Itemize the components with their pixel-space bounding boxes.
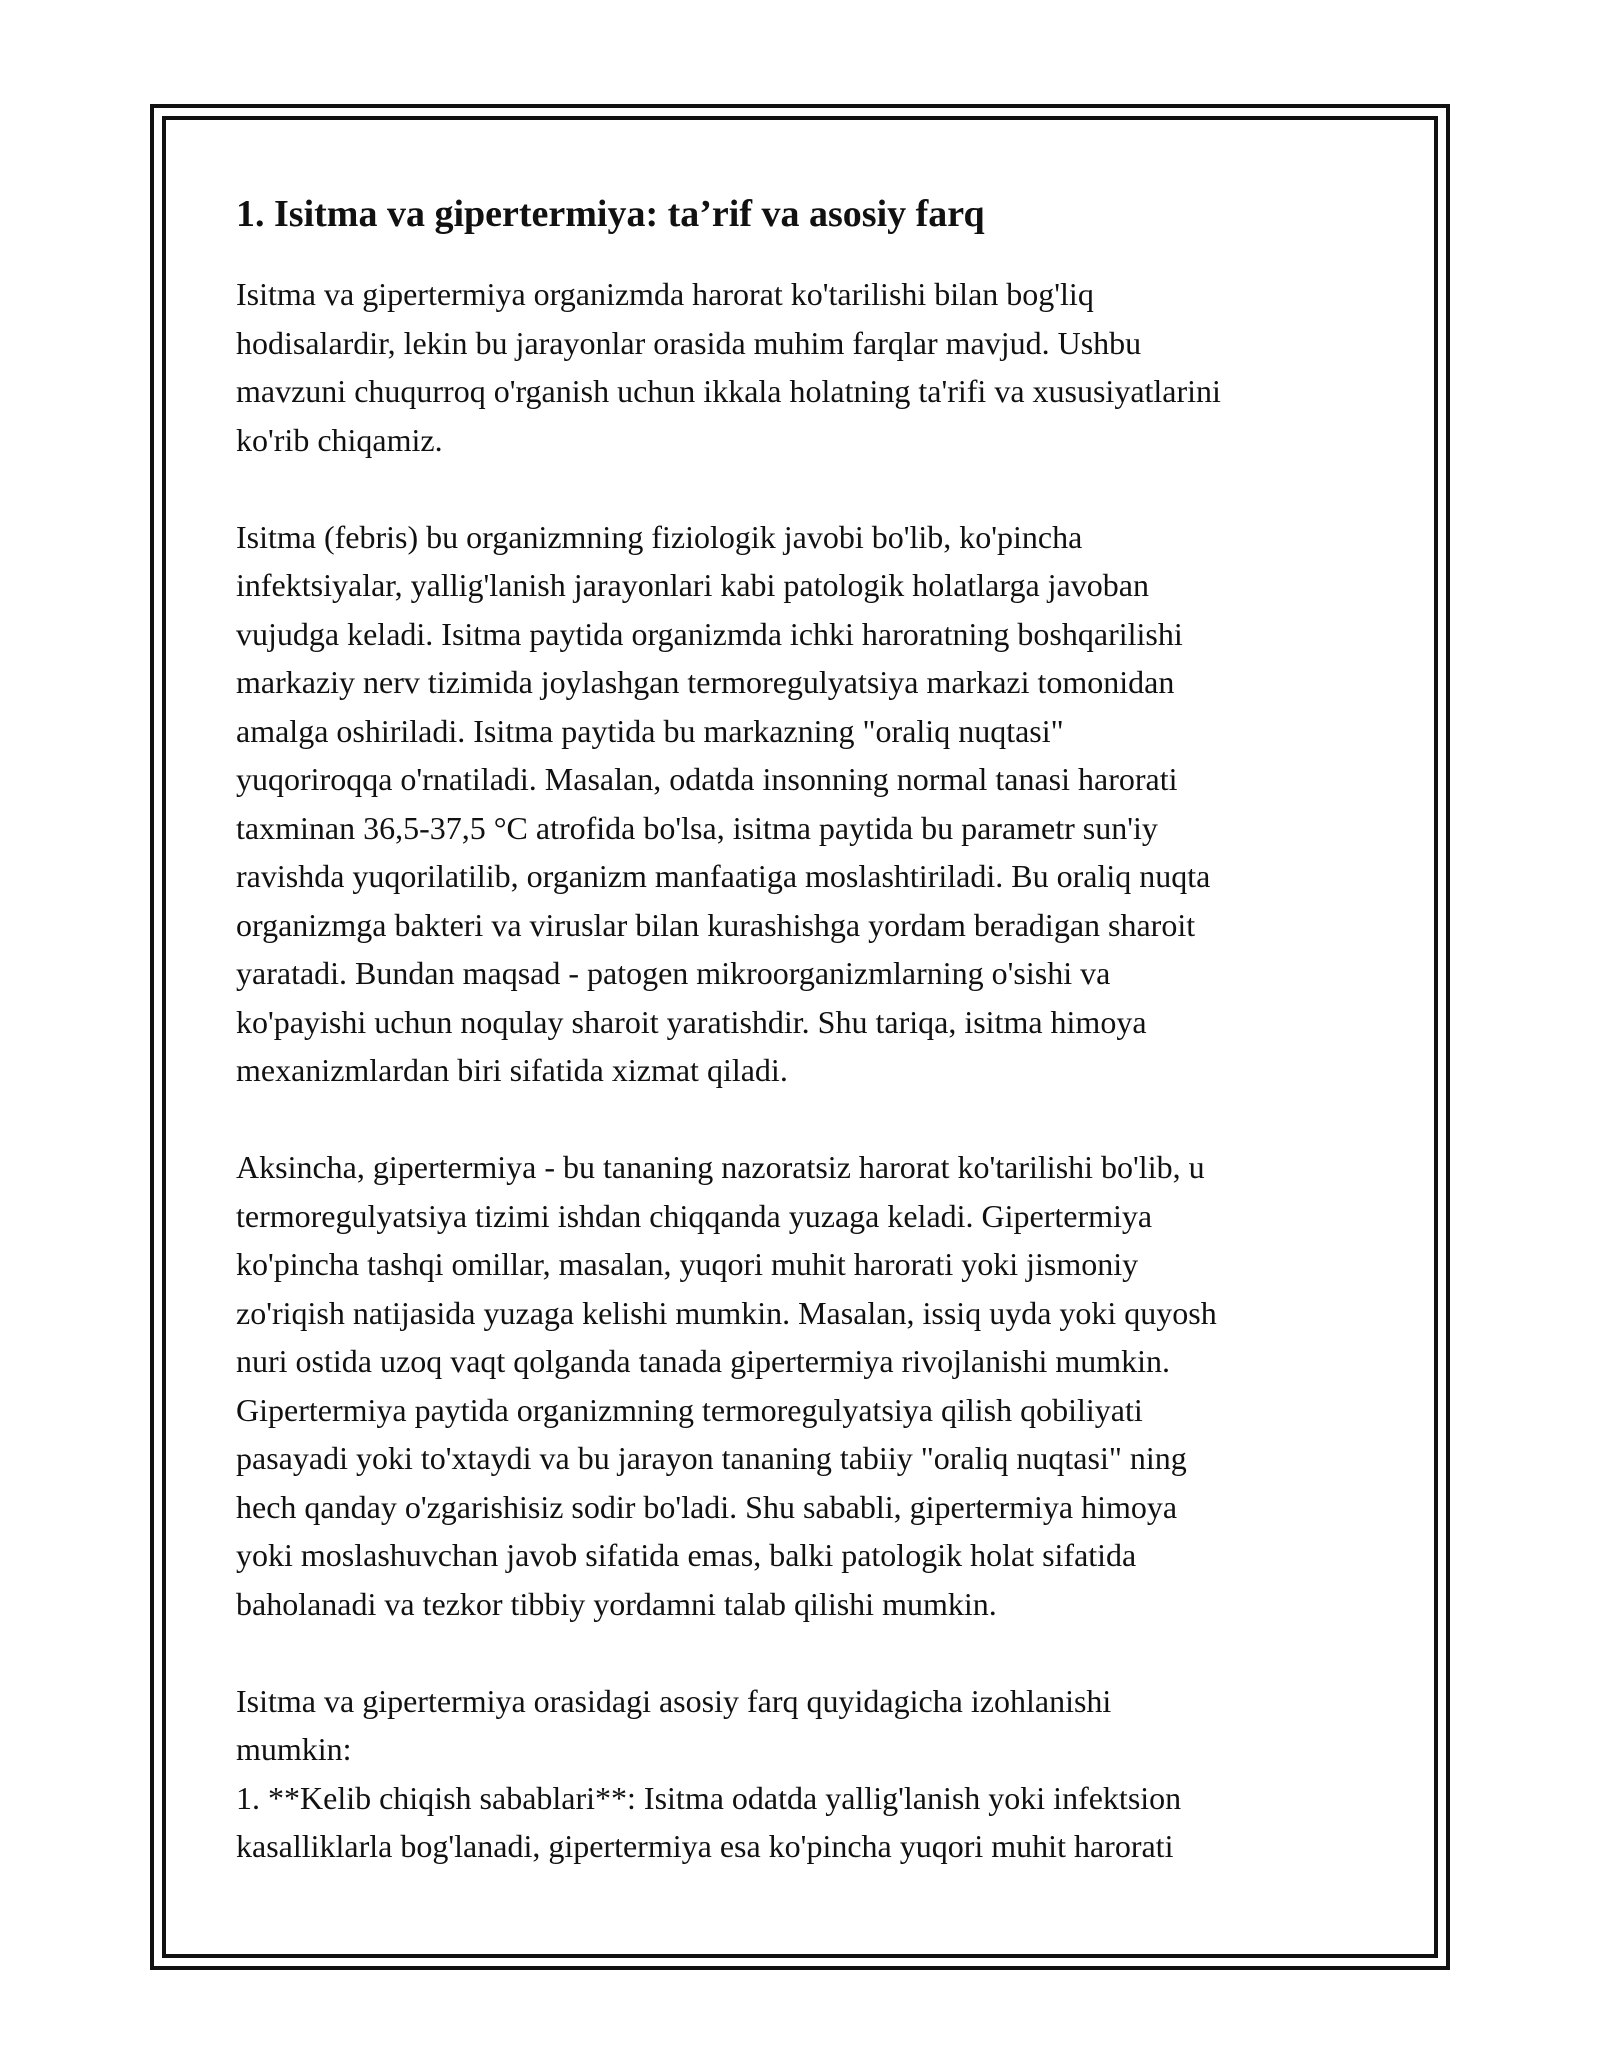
paragraph-intro: Isitma va gipertermiya organizmda harorat ko'tarilishi bilan bog'liq hodisalardir, lekin bu jarayonlar orasida muhim farqlar mavjud. Ushbu mavzuni chuqurroq o'rganish uchun ikkala holatning ta'rifi va xususiyatlarini ko'rib chiqamiz. bbox=[236, 276, 1221, 458]
document-body bbox=[236, 190, 1386, 1871]
paragraph-gipertermiya: Aksincha, gipertermiya - bu tananing nazoratsiz harorat ko'tarilishi bo'lib, u termoregulyatsiya tizimi ishdan chiqqanda yuzaga keladi. Gipertermiya ko'pincha tashqi omillar, masalan, yuqori muhit harorati yoki jismoniy zo'riqish natijasida yuzaga kelishi mumkin. Masalan, issiq uyda yoki quyosh nuri ostida uzoq vaqt qolganda tanada gipertermiya rivojlanishi mumkin. Gipertermiya paytida organizmning termoregulyatsiya qilish qobiliyati pasayadi yoki to'xtaydi va bu jarayon tananing tabiiy "oraliq nuqtasi" ning hech qanday o'zgarishisiz sodir bo'ladi. Shu sababli, gipertermiya himoya yoki moslashuvchan javob sifatida emas, balki patologik holat sifatida baholanadi va tezkor tibbiy yordamni talab qilishi mumkin. bbox=[236, 1149, 1217, 1622]
section-title: 1. Isitma va gipertermiya: ta’rif va asosiy farq bbox=[236, 193, 985, 235]
list-item: 1. **Kelib chiqish sabablari**: Isitma odatda yallig'lanish yoki infektsion kasalliklarla bog'lanadi, gipertermiya esa ko'pincha yuqori muhit harorati bbox=[236, 1779, 1182, 1864]
paragraph-isitma: Isitma (febris) bu organizmning fiziologik javobi bo'lib, ko'pincha infektsiyalar, yallig'lanish jarayonlari kabi patologik holatlarga javoban vujudga keladi. Isitma paytida organizmda ichki haroratning boshqarilishi markaziy nerv tizimida joylashgan termoregulyatsiya markazi tomonidan amalga oshiriladi. Isitma paytida bu markazning "oraliq nuqtasi" yuqoriroqqa o'rnatiladi. Masalan, odatda insonning normal tanasi harorati taxminan 36,5-37,5 °C atrofida bo'lsa, isitma paytida bu parametr sun'iy ravishda yuqorilatilib, organizm manfaatiga moslashtiriladi. Bu oraliq nuqta organizmga bakteri va viruslar bilan kurashishga yordam beradigan sharoit yaratadi. Bundan maqsad - patogen mikroorganizmlarning o'sishi va ko'payishi uchun noqulay sharoit yaratishdir. Shu tariqa, isitma himoya mexanizmlardan biri sifatida xizmat qiladi. bbox=[236, 518, 1211, 1088]
list-intro: Isitma va gipertermiya orasidagi asosiy farq quyidagicha izohlanishi mumkin: bbox=[236, 1682, 1112, 1767]
